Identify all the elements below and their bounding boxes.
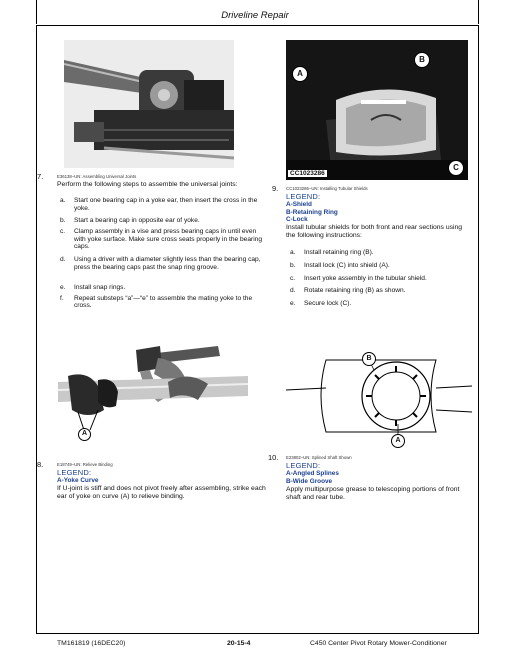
- page-header-title: Driveline Repair: [221, 10, 289, 21]
- list-item-letter: e.: [60, 283, 66, 291]
- legend-item: B-Retaining Ring: [286, 208, 338, 216]
- step7-substeps: [60, 197, 266, 313]
- step10-image: [286, 340, 472, 450]
- list-item-text: Install snap rings.: [74, 283, 126, 291]
- list-item-letter: d.: [60, 255, 66, 263]
- step9-intro: Install tubular shields for both front and rear sections using the following instructions:: [286, 224, 463, 239]
- list-item: [290, 287, 470, 295]
- list-item-letter: b.: [290, 261, 296, 269]
- step8-text: If U-joint is stiff and does not pivot freely after assembling, strike each ear of yoke on curve (A) to relieve binding.: [57, 485, 266, 500]
- list-item-letter: c.: [290, 274, 296, 282]
- list-item: [60, 256, 266, 281]
- list-item-text: Using a driver with a diameter slightly less than the bearing cap, press the bearing caps past the snap ring groove.: [74, 255, 261, 271]
- ujoint-vise-illustration: [64, 40, 234, 168]
- list-item-letter: b.: [60, 217, 66, 224]
- list-item-text: Start one bearing cap in a yoke ear, then insert the cross in the yoke.: [74, 197, 258, 212]
- footer-doc-id: TM161819 (16DEC20): [57, 640, 126, 647]
- legend-item: B-Wide Groove: [286, 477, 333, 485]
- callout-a: A: [292, 66, 308, 82]
- legend-item: A-Yoke Curve: [57, 477, 99, 484]
- step7-intro: Perform the following steps to assemble the universal joints:: [57, 181, 238, 188]
- list-item-text: Install retaining ring (B).: [304, 249, 374, 256]
- callout-a: A: [78, 428, 91, 441]
- list-item-letter: c.: [60, 227, 66, 235]
- list-item-letter: e.: [290, 300, 296, 308]
- list-item-text: Insert yoke assembly in the tubular shield.: [304, 274, 427, 282]
- list-item: [60, 295, 266, 311]
- list-item: [290, 300, 470, 308]
- list-item: [60, 228, 266, 253]
- step9-legend-title: LEGEND:: [286, 192, 321, 201]
- legend-item: A-Shield: [286, 201, 312, 208]
- footer-divider: [36, 633, 479, 634]
- splined-shaft-illustration: [286, 340, 472, 450]
- callout-b: B: [414, 52, 430, 68]
- list-item-letter: d.: [290, 287, 296, 295]
- callout-a: A: [391, 434, 405, 448]
- list-item-letter: a.: [290, 249, 296, 256]
- callout-b: B: [362, 352, 376, 366]
- footer-product-title: C450 Center Pivot Rotary Mower-Conditioner: [310, 640, 447, 647]
- step10-caption: E23802–UN: Splined Shaft Shown: [286, 455, 352, 460]
- step9-substeps: [290, 249, 470, 311]
- tubular-shield-illustration: [286, 40, 468, 180]
- step7-image: [64, 40, 234, 168]
- list-item-text: Clamp assembly in a vise and press bearing caps in until even with yoke surface. Make sure cross seats properly in the bearing caps.: [74, 227, 263, 251]
- step10-text: Apply multipurpose grease to telescoping portions of front shaft and rear tube.: [286, 486, 460, 501]
- step7-caption: E36138–UN: Assembling Universal Joints: [57, 174, 137, 179]
- step7-number: 7.: [37, 172, 44, 181]
- legend-item: A-Angled Splines: [286, 470, 339, 477]
- step8-number: 8.: [37, 460, 44, 469]
- image-code-label: CC1023286: [290, 170, 325, 177]
- step10-legend-title: LEGEND:: [286, 461, 321, 470]
- list-item: [60, 284, 266, 292]
- callout-c: C: [448, 160, 464, 176]
- step9-legend: [286, 201, 338, 224]
- list-item: [60, 217, 266, 225]
- list-item: [290, 249, 470, 257]
- footer-page-number: 20-15-4: [227, 640, 251, 647]
- step10-number: 10.: [268, 453, 279, 462]
- step8-image: [58, 340, 248, 446]
- step9-caption: CC1023286–UN: Installing Tubular Shields: [286, 186, 368, 191]
- list-item-text: Rotate retaining ring (B) as shown.: [304, 287, 406, 295]
- list-item-letter: f.: [60, 294, 64, 302]
- list-item: [290, 262, 470, 270]
- list-item-text: Repeat substeps “a”—“e” to assemble the mating yoke to the cross.: [74, 294, 253, 310]
- list-item-text: Secure lock (C).: [304, 300, 352, 308]
- list-item-text: Start a bearing cap in opposite ear of yoke.: [74, 217, 200, 224]
- step10-legend: [286, 470, 339, 485]
- list-item-text: Install lock (C) into shield (A).: [304, 261, 390, 269]
- step8-caption: E18749–UN: Relieve Binding: [57, 462, 113, 467]
- list-item: [290, 275, 470, 283]
- step9-image: [286, 40, 468, 180]
- list-item: [60, 197, 266, 214]
- list-item-letter: a.: [60, 197, 66, 204]
- step8-legend-title: LEGEND:: [57, 468, 92, 477]
- legend-item: C-Lock: [286, 216, 308, 223]
- step9-number: 9.: [272, 184, 279, 193]
